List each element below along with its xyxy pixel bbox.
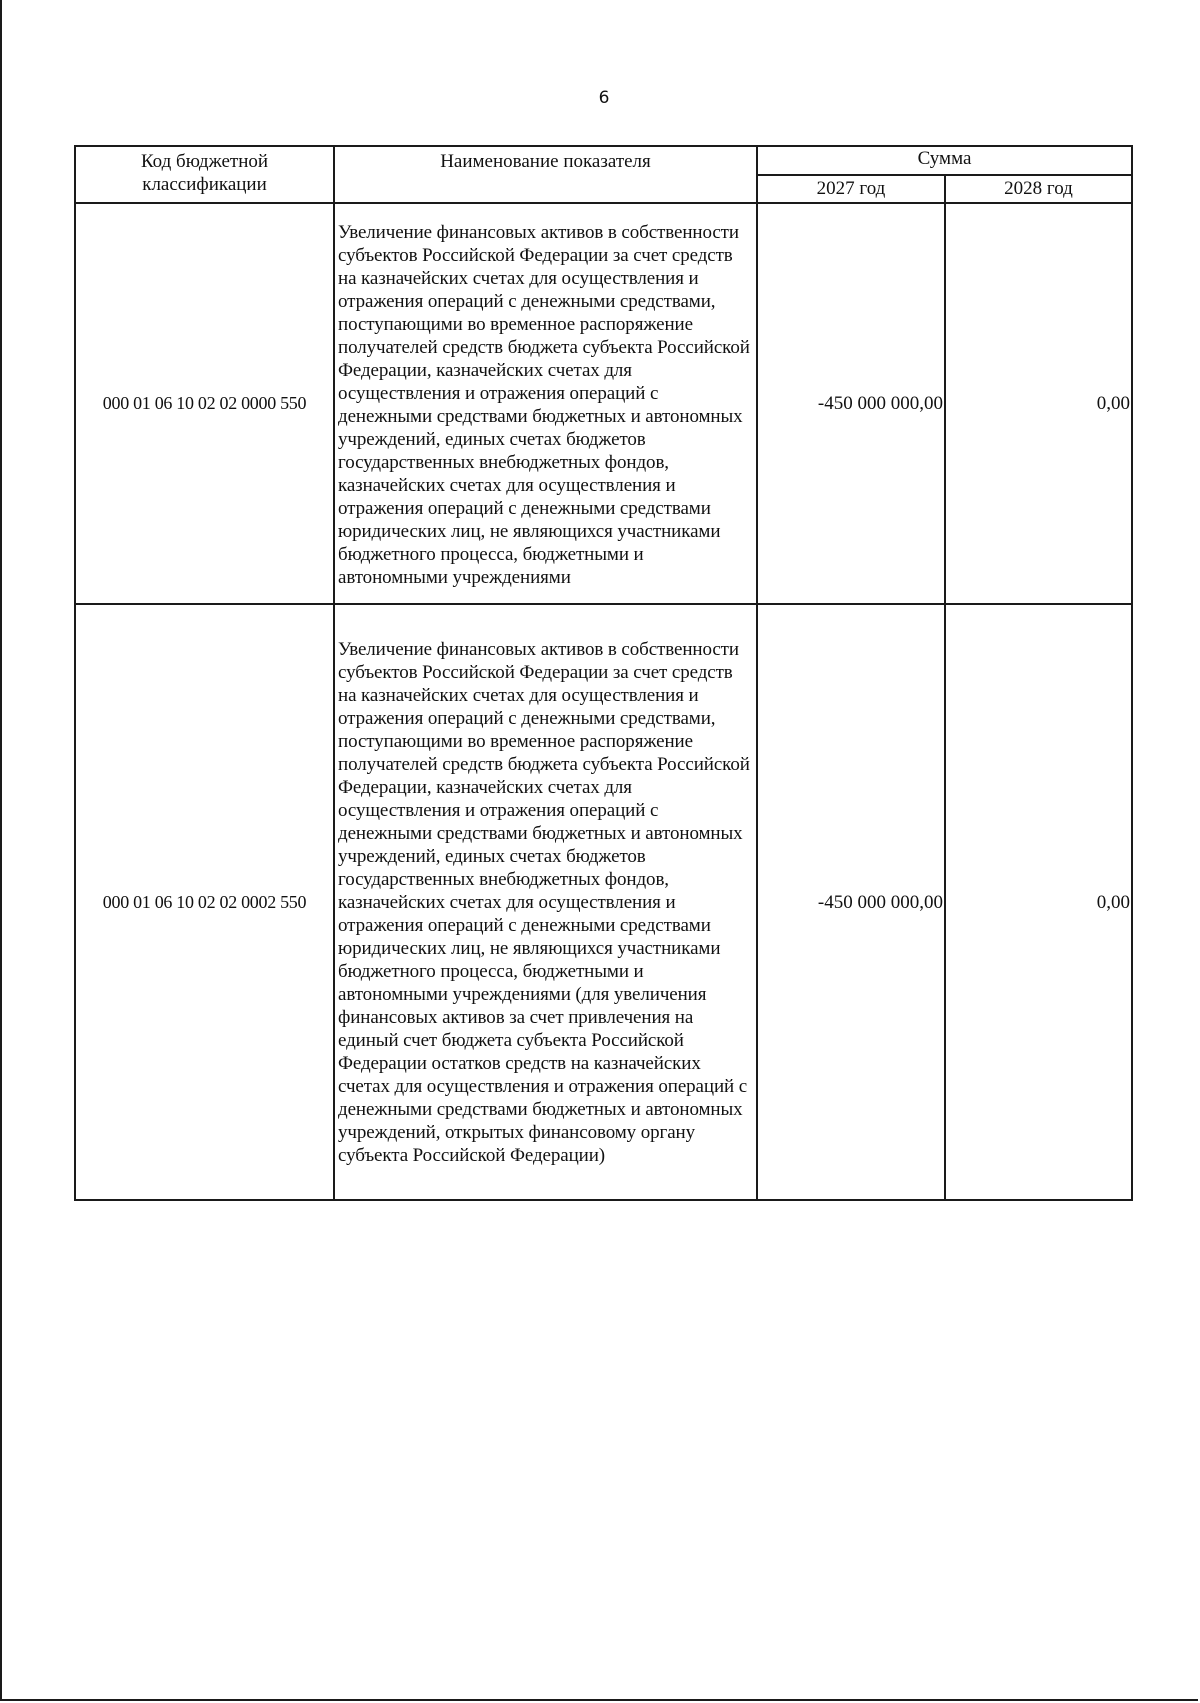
header-name: Наименование показателя	[334, 146, 757, 203]
header-sum: Сумма	[757, 146, 1132, 175]
table-row	[75, 203, 1132, 604]
header-year-2028: 2028 год	[945, 175, 1132, 204]
row-sum-2027: -450 000 000,00	[757, 203, 945, 604]
page-number: 6	[598, 88, 610, 108]
row-name: Увеличение финансовых активов в собственности субъектов Российской Федерации за счет средств на казначейских счетах для осуществления и отражения операций с денежными средствами, поступающими во временное распоряжение получателей средств бюджета субъекта Российской Федерации, казначейских счетах для осуществления и отражения операций с денежными средствами бюджетных и автономных учреждений, единых счетах бюджетов государственных внебюджетных фондов, казначейских счетах для осуществления и отражения операций с денежными средствами юридических лиц, не являющихся участниками бюджетного процесса, бюджетными и автономными учреждениями (для увеличения финансовых активов за счет привлечения на единый счет бюджета субъекта Российской Федерации остатков средств на казначейских счетах для осуществления и отражения операций с денежными средствами бюджетных и автономных учреждений, открытых финансовому органу субъекта Российской Федерации)	[334, 604, 757, 1200]
row-name: Увеличение финансовых активов в собственности субъектов Российской Федерации за счет средств на казначейских счетах для осуществления и отражения операций с денежными средствами, поступающими во временное распоряжение получателей средств бюджета субъекта Российской Федерации, казначейских счетах для осуществления и отражения операций с денежными средствами бюджетных и автономных учреждений, единых счетах бюджетов государственных внебюджетных фондов, казначейских счетах для осуществления и отражения операций с денежными средствами юридических лиц, не являющихся участниками бюджетного процесса, бюджетными и автономными учреждениями	[334, 203, 757, 604]
row-sum-2028: 0,00	[945, 604, 1132, 1200]
table-row	[75, 604, 1132, 1200]
budget-table	[74, 145, 1133, 1201]
header-year-2027: 2027 год	[757, 175, 945, 204]
row-sum-2028: 0,00	[945, 203, 1132, 604]
row-code: 000 01 06 10 02 02 0000 550	[75, 203, 334, 604]
row-code: 000 01 06 10 02 02 0002 550	[75, 604, 334, 1200]
row-sum-2027: -450 000 000,00	[757, 604, 945, 1200]
header-code: Код бюджетной классификации	[75, 146, 334, 203]
header-row	[75, 146, 1132, 175]
